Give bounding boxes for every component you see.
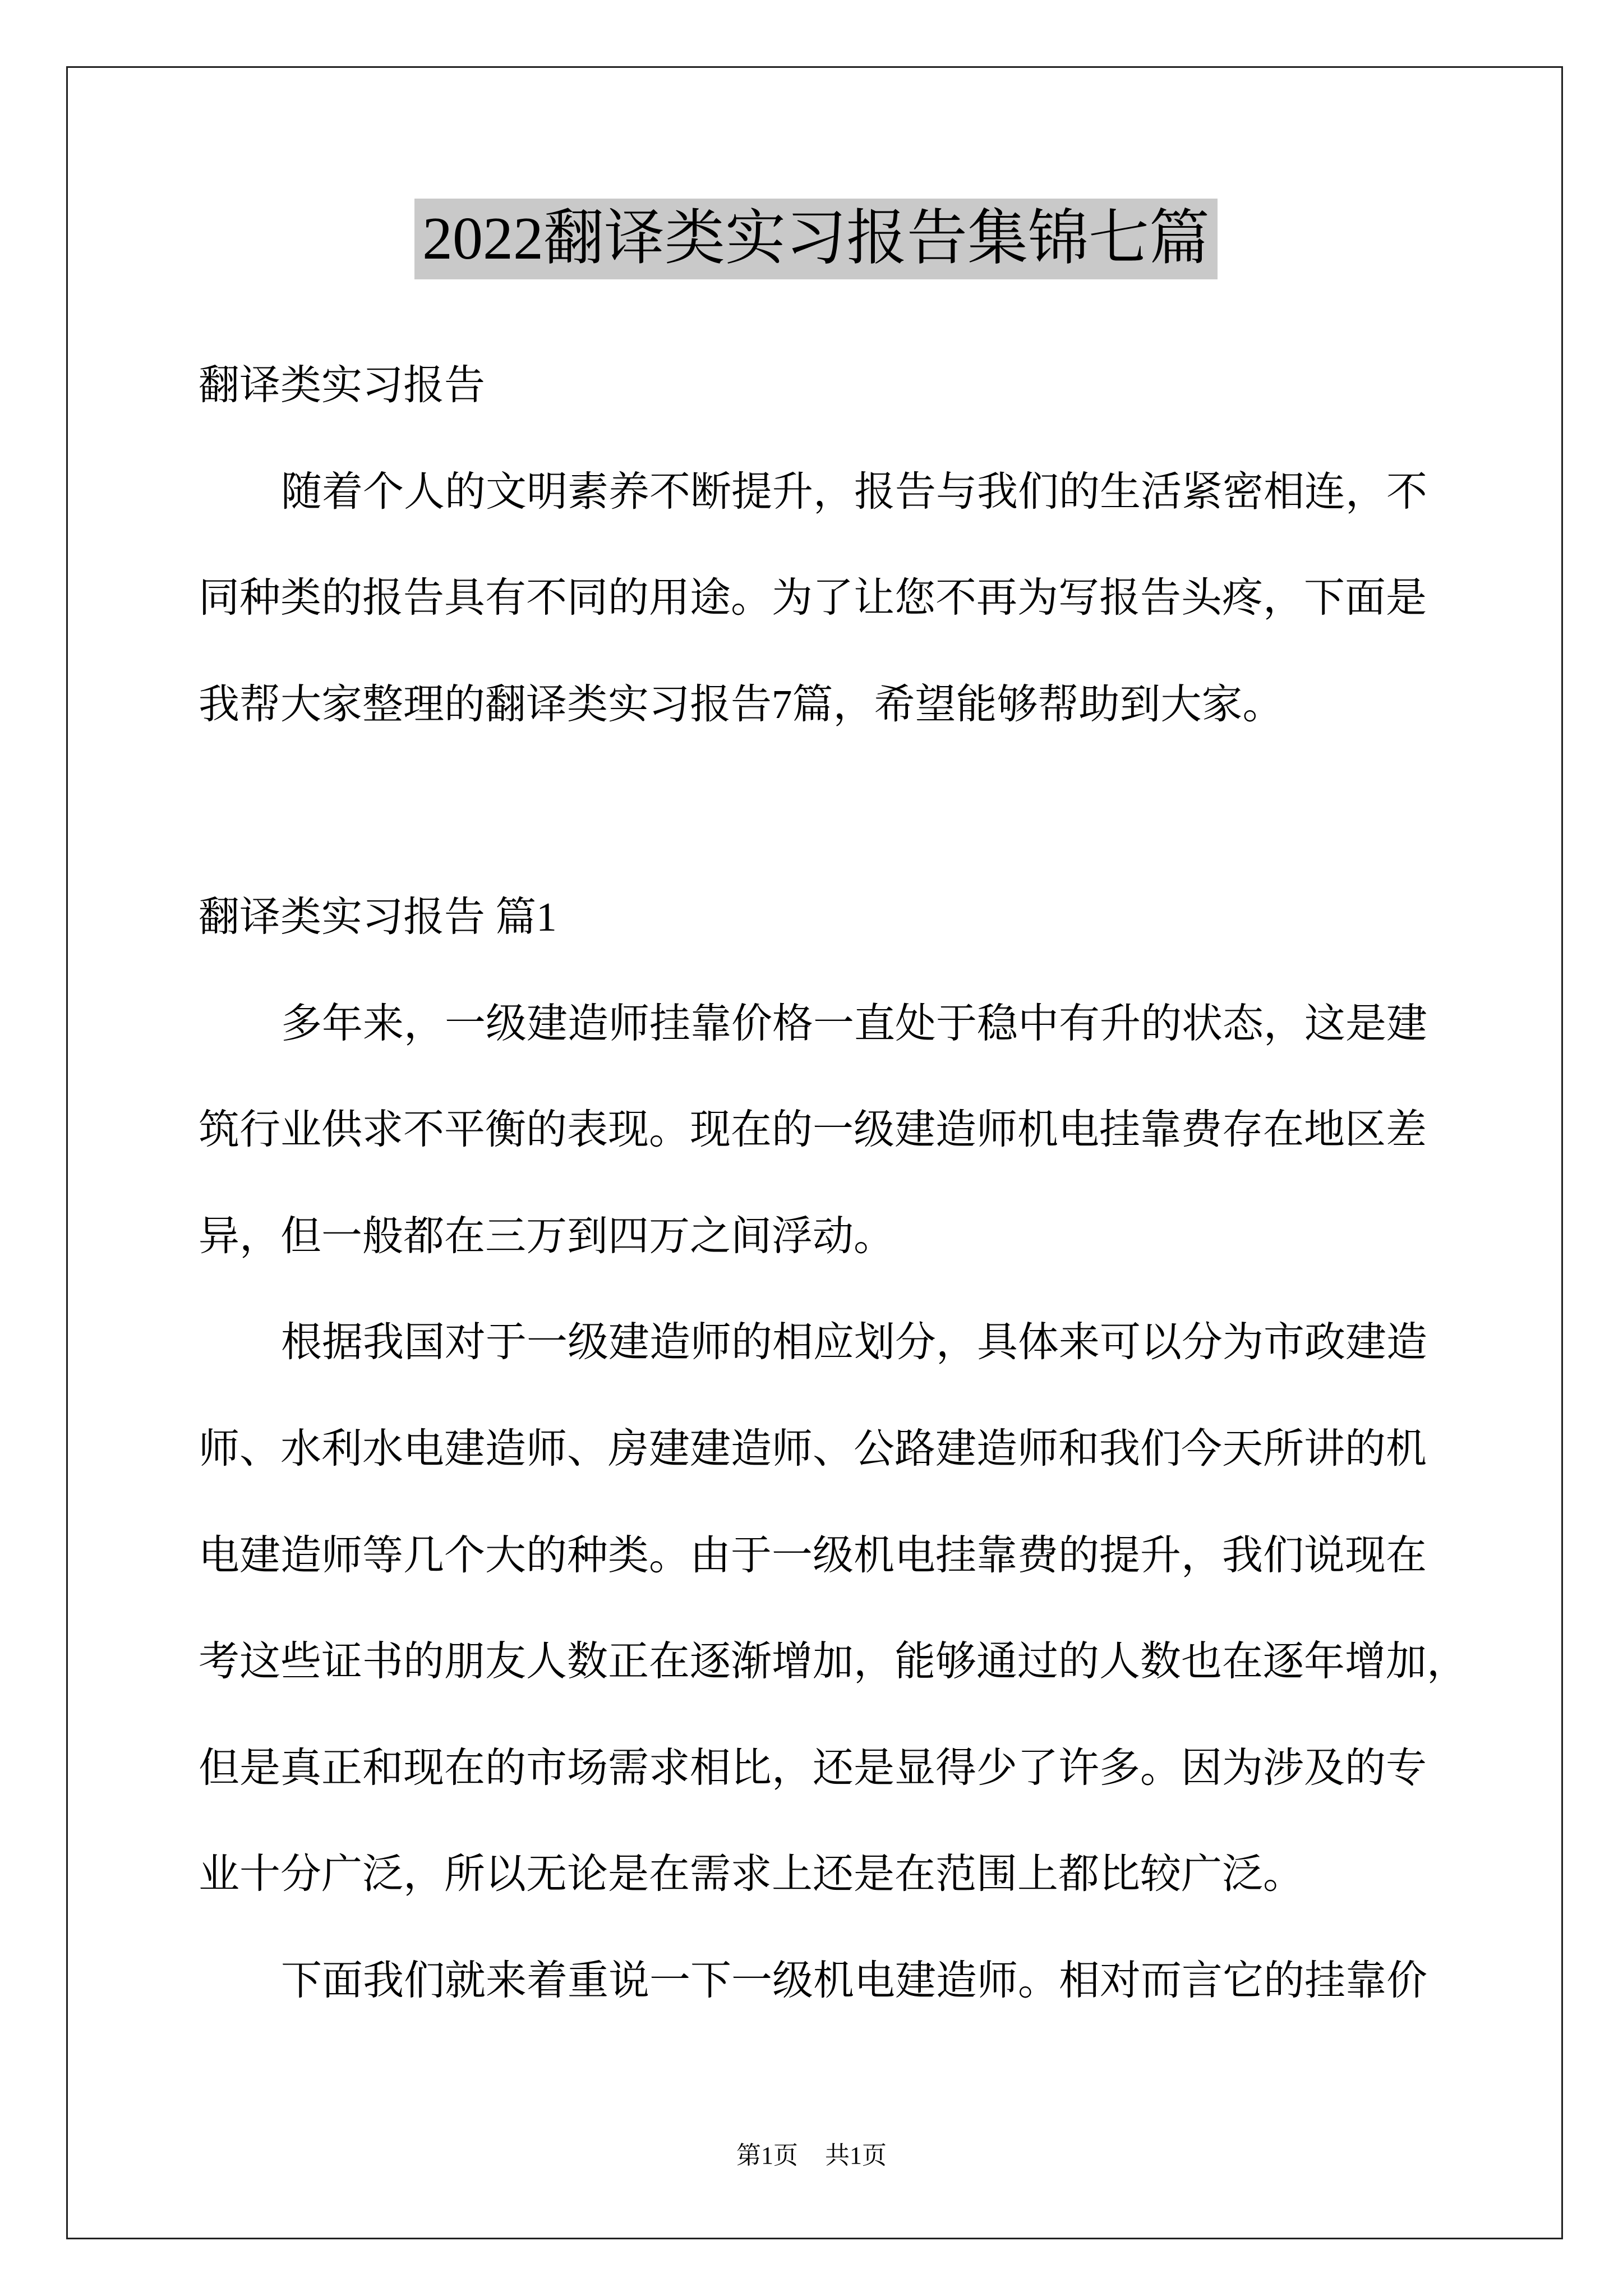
footer-page-number: 第1页 bbox=[736, 2142, 798, 2169]
page-footer bbox=[0, 2132, 1623, 2180]
paragraph-line: 随着个人的文明素养不断提升，报告与我们的生活紧密相连，不 bbox=[281, 468, 1427, 514]
section-heading: 翻译类实习报告 篇1 bbox=[199, 894, 557, 940]
paragraph-line: 师、水利水电建造师、房建建造师、公路建造师和我们今天所讲的机 bbox=[199, 1425, 1427, 1471]
paragraph-line: 筑行业供求不平衡的表现。现在的一级建造师机电挂靠费存在地区差 bbox=[199, 1107, 1427, 1153]
paragraph-line: 下面我们就来着重说一下一级机电建造师。相对而言它的挂靠价 bbox=[281, 1957, 1427, 2003]
paragraph-line: 同种类的报告具有不同的用途。为了让您不再为写报告头疼，下面是 bbox=[199, 575, 1427, 621]
paragraph bbox=[199, 970, 1488, 1290]
paragraph-line: 但是真正和现在的市场需求相比，还是显得少了许多。因为涉及的专 bbox=[199, 1745, 1427, 1791]
section-heading: 翻译类实习报告 bbox=[199, 362, 485, 408]
paragraph bbox=[199, 439, 1488, 758]
footer-page-total: 共1页 bbox=[825, 2142, 887, 2169]
paragraph-line: 根据我国对于一级建造师的相应划分，具体来可以分为市政建造 bbox=[281, 1319, 1427, 1365]
paragraph-line: 多年来，一级建造师挂靠价格一直处于稳中有升的状态，这是建 bbox=[281, 1000, 1427, 1046]
document-title: 2022翻译类实习报告集锦七篇 bbox=[414, 199, 1218, 279]
document-body bbox=[199, 332, 1488, 2034]
paragraph-line: 考这些证书的朋友人数正在逐渐增加，能够通过的人数也在逐年增加， bbox=[199, 1639, 1468, 1685]
paragraph-line: 我帮大家整理的翻译类实习报告7篇，希望能够帮助到大家。 bbox=[199, 681, 1284, 727]
paragraph-line: 业十分广泛，所以无论是在需求上还是在范围上都比较广泛。 bbox=[199, 1851, 1304, 1897]
blank-line bbox=[199, 757, 1488, 864]
paragraph bbox=[199, 1289, 1488, 1927]
paragraph-line: 电建造师等几个大的种类。由于一级机电挂靠费的提升，我们说现在 bbox=[199, 1532, 1427, 1578]
paragraph bbox=[199, 1927, 1488, 2034]
paragraph-line: 异，但一般都在三万到四万之间浮动。 bbox=[199, 1213, 895, 1259]
